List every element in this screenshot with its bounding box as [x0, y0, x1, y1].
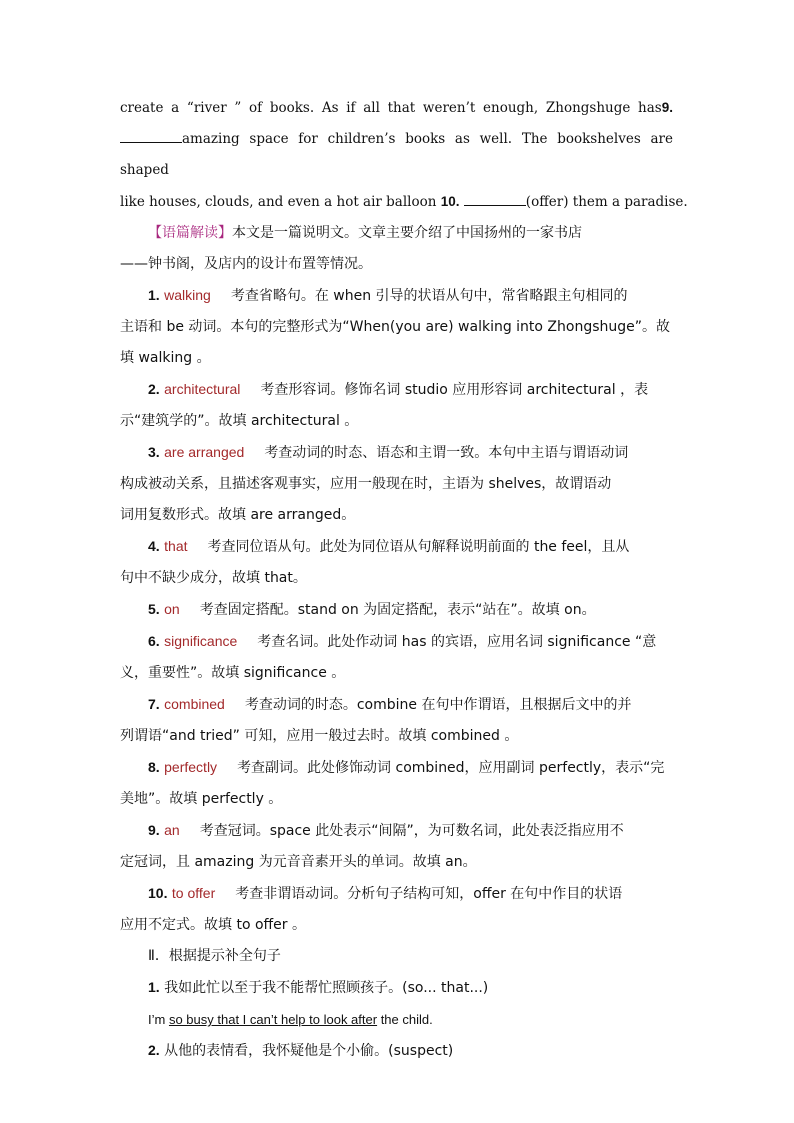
explanation-text: 考查名词。此处作动词 has 的宾语，应用名词 significance “意 [257, 634, 657, 650]
reading-text: 本文是一篇说明文。文章主要介绍了中国扬州的一家书店 [232, 225, 582, 241]
answer-word: on [164, 601, 180, 617]
answer-item-7-line-2 [120, 721, 673, 752]
answer-item-8-line-2 [120, 784, 673, 815]
passage-text: amazing space for children’s books as well. The bookshelves are shaped [120, 131, 673, 178]
answer-word: an [164, 822, 180, 838]
answer-item-3-line-2 [120, 469, 673, 500]
answer-item-2-line-2 [120, 406, 673, 437]
passage-text: (offer) them a paradise. [525, 194, 688, 210]
answer-item-6-line-2 [120, 658, 673, 689]
answer-item-6 [120, 626, 673, 658]
explanation-text: 示“建筑学的”。故填 architectural 。 [120, 413, 359, 429]
answer-blank [120, 128, 182, 143]
passage-text: create a “river ” of books. As if all that weren’t enough, Zhongshuge has [120, 100, 662, 116]
blank-number: 9. [661, 100, 673, 115]
explanation-text: 考查形容词。修饰名词 studio 应用形容词 architectural ，表 [260, 382, 649, 398]
reading-summary-line-2 [120, 249, 673, 280]
answer-number: 2. [148, 381, 160, 397]
answer-number: 3. [148, 444, 160, 460]
answer-number: 9. [148, 822, 160, 838]
passage-line-3 [120, 186, 688, 218]
explanation-text: 主语和 be 动词。本句的完整形式为“When(you are) walking into Zhongshuge”。故 [120, 319, 671, 335]
answer-sentence-text: I’m [148, 1012, 169, 1027]
question-number: 2. [148, 1042, 160, 1058]
answer-item-7 [120, 689, 673, 721]
explanation-text: 句中不缺少成分，故填 that。 [120, 570, 307, 586]
explanation-text: 考查冠词。space 此处表示“间隔”，为可数名词，此处表泛指应用不 [199, 823, 624, 839]
answer-word: perfectly [164, 759, 218, 775]
answer-item-10 [120, 878, 673, 910]
question-text: 我如此忙以至于我不能帮忙照顾孩子。(so... that...) [164, 980, 489, 996]
answer-item-10-line-2 [120, 910, 673, 941]
explanation-text: 美地”。故填 perfectly 。 [120, 791, 283, 807]
answer-number: 8. [148, 759, 160, 775]
explanation-text: 词用复数形式。故填 are arranged。 [120, 507, 356, 523]
reading-text: ——钟书阁，及店内的设计布置等情况。 [120, 256, 372, 272]
answer-item-9 [120, 815, 673, 847]
answer-number: 6. [148, 633, 160, 649]
passage-line-1 [120, 92, 673, 124]
explanation-text: 构成被动关系，且描述客观事实，应用一般现在时，主语为 shelves，故谓语动 [120, 476, 612, 492]
explanation-text: 应用不定式。故填 to offer 。 [120, 917, 306, 933]
explanation-text: 定冠词，且 amazing 为元音音素开头的单词。故填 an。 [120, 854, 477, 870]
answer-word: combined [164, 696, 225, 712]
answer-word: that [164, 538, 188, 554]
explanation-text: 义，重要性”。故填 significance 。 [120, 665, 346, 681]
explanation-text: 考查省略句。在 when 引导的状语从句中，常省略跟主句相同的 [230, 288, 628, 304]
answer-item-9-line-2 [120, 847, 673, 878]
answer-number: 5. [148, 601, 160, 617]
answer-word: are arranged [164, 444, 245, 460]
reading-tag: 【语篇解读】 [148, 225, 232, 241]
answer-word: significance [164, 633, 238, 649]
reading-summary-line-1 [120, 218, 673, 249]
question-number: 1. [148, 979, 160, 995]
explanation-text: 填 walking 。 [120, 350, 211, 366]
explanation-text: 考查同位语从句。此处为同位语从句解释说明前面的 the feel，且从 [207, 539, 630, 555]
explanation-text: 考查非谓语动词。分析句子结构可知，offer 在句中作目的状语 [235, 886, 623, 902]
answer-word: architectural [164, 381, 241, 397]
explanation-text: 列谓语“and tried” 可知，应用一般过去时。故填 combined 。 [120, 728, 519, 744]
answer-underlined: so busy that I can’t help to look after [168, 1012, 378, 1027]
answer-item-8 [120, 752, 673, 784]
answer-word: walking [164, 287, 211, 303]
answer-item-5 [120, 594, 673, 626]
answer-item-4 [120, 531, 673, 563]
explanation-text: 考查副词。此处修饰动词 combined，应用副词 perfectly，表示“完 [237, 760, 665, 776]
answer-number: 4. [148, 538, 160, 554]
answer-number: 10. [148, 885, 168, 901]
section-title: Ⅱ．根据提示补全句子 [148, 948, 281, 964]
answer-blank [464, 191, 526, 206]
answer-word: to offer [171, 885, 216, 901]
answer-item-1 [120, 280, 673, 312]
passage-text: like houses, clouds, and even a hot air balloon [120, 194, 441, 210]
explanation-text: 考查动词的时态、语态和主谓一致。本句中主语与谓语动词 [264, 445, 629, 461]
answer-number: 1. [148, 287, 160, 303]
explanation-text: 考查动词的时态。combine 在句中作谓语，且根据后文中的并 [244, 697, 632, 713]
document-content [120, 92, 688, 1067]
question-text: 从他的表情看，我怀疑他是个小偷。(suspect) [164, 1043, 454, 1059]
answer-item-4-line-2 [120, 563, 673, 594]
answer-item-3-line-3 [120, 500, 673, 531]
answer-item-1-line-2 [120, 312, 673, 343]
answer-sentence-text: the child. [377, 1012, 433, 1027]
passage-line-2 [120, 124, 673, 186]
explanation-text: 考查固定搭配。stand on 为固定搭配，表示“站在”。故填 on。 [199, 602, 596, 618]
answer-sentence-1 [120, 1004, 673, 1035]
answer-item-2 [120, 374, 673, 406]
question-1 [120, 972, 673, 1004]
blank-number: 10. [440, 194, 460, 209]
question-2 [120, 1035, 673, 1067]
answer-number: 7. [148, 696, 160, 712]
answer-item-1-line-3 [120, 343, 673, 374]
answer-item-3 [120, 437, 673, 469]
